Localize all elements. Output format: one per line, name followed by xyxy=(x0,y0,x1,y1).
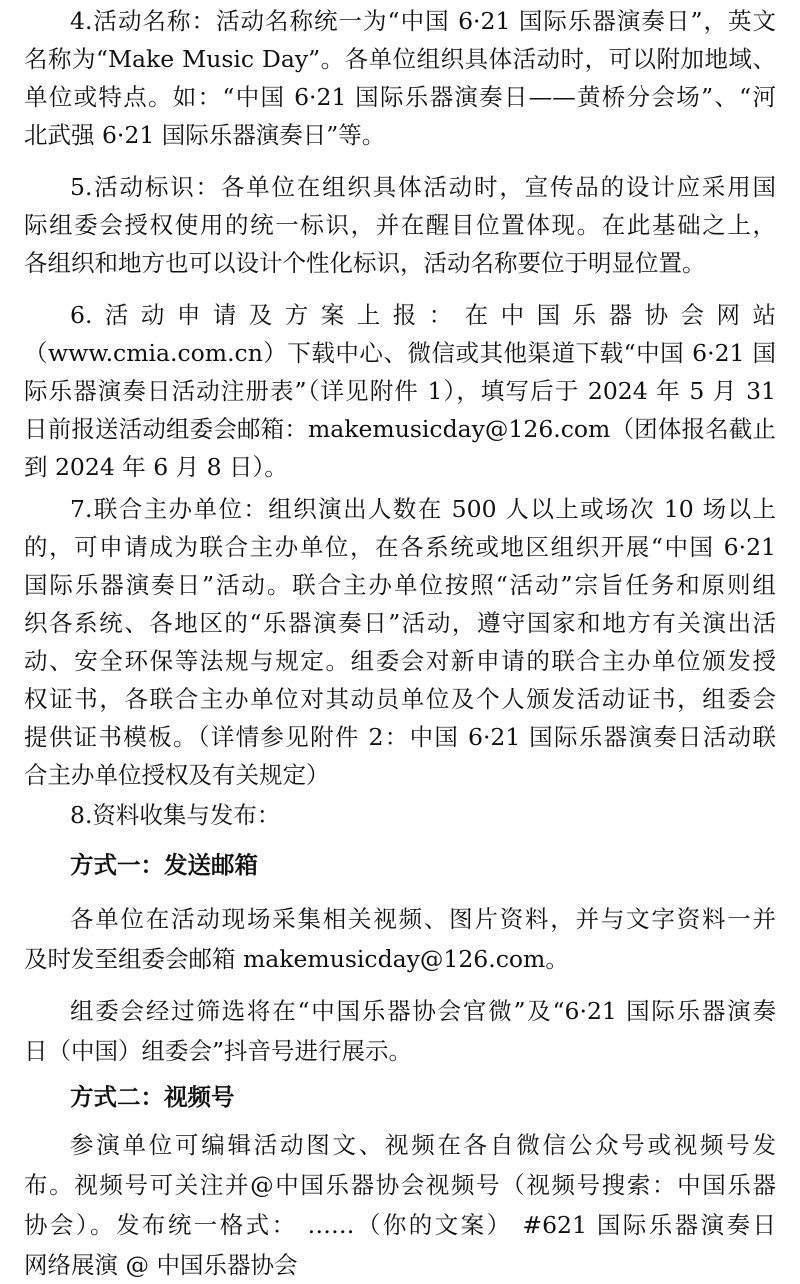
text-line: 网络展演 @ 中国乐器协会 xyxy=(24,1251,298,1279)
text-line: 的，可申请成为联合主办单位，在各系统或地区组织开展“中国 6·21 xyxy=(24,533,776,561)
text-line: 际组委会授权使用的统一标识，并在醒目位置体现。在此基础之上， xyxy=(24,211,776,239)
text-line: 8.资料收集与发布： xyxy=(70,801,281,829)
text-line: 单位或特点。如：“中国 6·21 国际乐器演奏日——黄桥分会场”、“河 xyxy=(24,83,776,111)
text-line: 7.联合主办单位：组织演出人数在 500 人以上或场次 10 场以上 xyxy=(70,495,776,523)
text-line: 动、安全环保等法规与规定。组委会对新申请的联合主办单位颁发授 xyxy=(24,647,776,675)
text-line: 参演单位可编辑活动图文、视频在各自微信公众号或视频号发 xyxy=(70,1131,776,1159)
text-line: 织各系统、各地区的“乐器演奏日”活动，遵守国家和地方有关演出活 xyxy=(24,609,776,637)
text-line: 国际乐器演奏日”活动。联合主办单位按照“活动”宗旨任务和原则组 xyxy=(24,571,776,599)
text-line: 合主办单位授权及有关规定） xyxy=(24,761,330,789)
text-line: 提供证书模板。（详情参见附件 2：中国 6·21 国际乐器演奏日活动联 xyxy=(24,723,776,751)
text-line: 协会）。发布统一格式： ……（你的文案） #621 国际乐器演奏日 xyxy=(24,1211,776,1239)
text-line: 各单位在活动现场采集相关视频、图片资料，并与文字资料一并 xyxy=(70,905,776,933)
text-line: 组委会经过筛选将在“中国乐器协会官微”及“6·21 国际乐器演奏 xyxy=(70,997,776,1025)
text-line: 5.活动标识：各单位在组织具体活动时，宣传品的设计应采用国 xyxy=(70,173,776,201)
method-two-heading: 方式二：视频号 xyxy=(70,1083,235,1111)
text-line: 布。视频号可关注并@中国乐器协会视频号（视频号搜索：中国乐器 xyxy=(24,1171,776,1199)
text-line: 名称为“Make Music Day”。各单位组织具体活动时，可以附加地域、 xyxy=(24,45,776,73)
text-line: 权证书，各联合主办单位对其动员单位及个人颁发活动证书，组委会 xyxy=(24,685,776,713)
text-line: 北武强 6·21 国际乐器演奏日”等。 xyxy=(24,121,386,149)
text-line: 及时发至组委会邮箱 makemusicday@126.com。 xyxy=(24,945,569,973)
text-line: 际乐器演奏日活动注册表”（详见附件 1），填写后于 2024 年 5 月 31 xyxy=(24,377,776,405)
text-line: 日前报送活动组委会邮箱：makemusicday@126.com（团体报名截止 xyxy=(24,415,776,443)
text-line: 6.活动申请及方案上报：在中国乐器协会网站 xyxy=(70,301,776,329)
text-line: 4.活动名称：活动名称统一为“中国 6·21 国际乐器演奏日”，英文 xyxy=(70,7,776,35)
text-line: （www.cmia.com.cn）下载中心、微信或其他渠道下载“中国 6·21 国 xyxy=(24,339,776,367)
text-line: 到 2024 年 6 月 8 日）。 xyxy=(24,453,288,481)
text-line: 日（中国）组委会”抖音号进行展示。 xyxy=(24,1037,413,1065)
text-line: 各组织和地方也可以设计个性化标识，活动名称要位于明显位置。 xyxy=(24,249,706,277)
method-one-heading: 方式一：发送邮箱 xyxy=(70,851,258,879)
